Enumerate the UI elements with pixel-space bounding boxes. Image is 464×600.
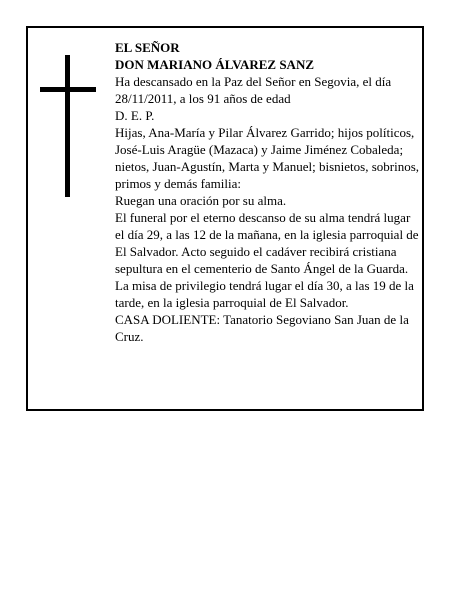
cross-vertical-bar [65, 55, 70, 197]
death-statement: Ha descansado en la Paz del Señor en Segovia, el día 28/11/2011, a los 91 años de edad [115, 74, 392, 106]
cross-icon [40, 55, 96, 197]
funeral-details: El funeral por el eterno descanso de su alma tendrá lugar el día 29, a las 12 de la mañana, en la iglesia parroquial de El Salvador. Acto seguido el cadáver recibirá cristiana sepultura en el cementerio de Santo Ángel de la Guarda. La misa de privilegio tendrá lugar el día 30, a las 19 de la tarde, en la iglesia parroquial de El Salvador. [115, 210, 419, 310]
family-list: Hijas, Ana-María y Pilar Álvarez Garrido; hijos políticos, José-Luis Aragüe (Mazaca) y Jaime Jiménez Cobaleda; nietos, Juan-Agustín, Marta y Manuel; bisnietos, sobrinos, primos y demás familia: [115, 125, 420, 191]
cross-horizontal-bar [40, 87, 96, 92]
obituary-text [115, 39, 421, 345]
deceased-name: DON MARIANO ÁLVAREZ SANZ [115, 57, 315, 72]
mourning-house: CASA DOLIENTE: Tanatorio Segoviano San Juan de la Cruz. [115, 312, 409, 344]
notice-title-honorific: EL SEÑOR [115, 40, 180, 55]
prayer-request: Ruegan una oración por su alma. [115, 193, 287, 208]
rest-in-peace: D. E. P. [115, 108, 155, 123]
obituary-notice [26, 26, 424, 411]
